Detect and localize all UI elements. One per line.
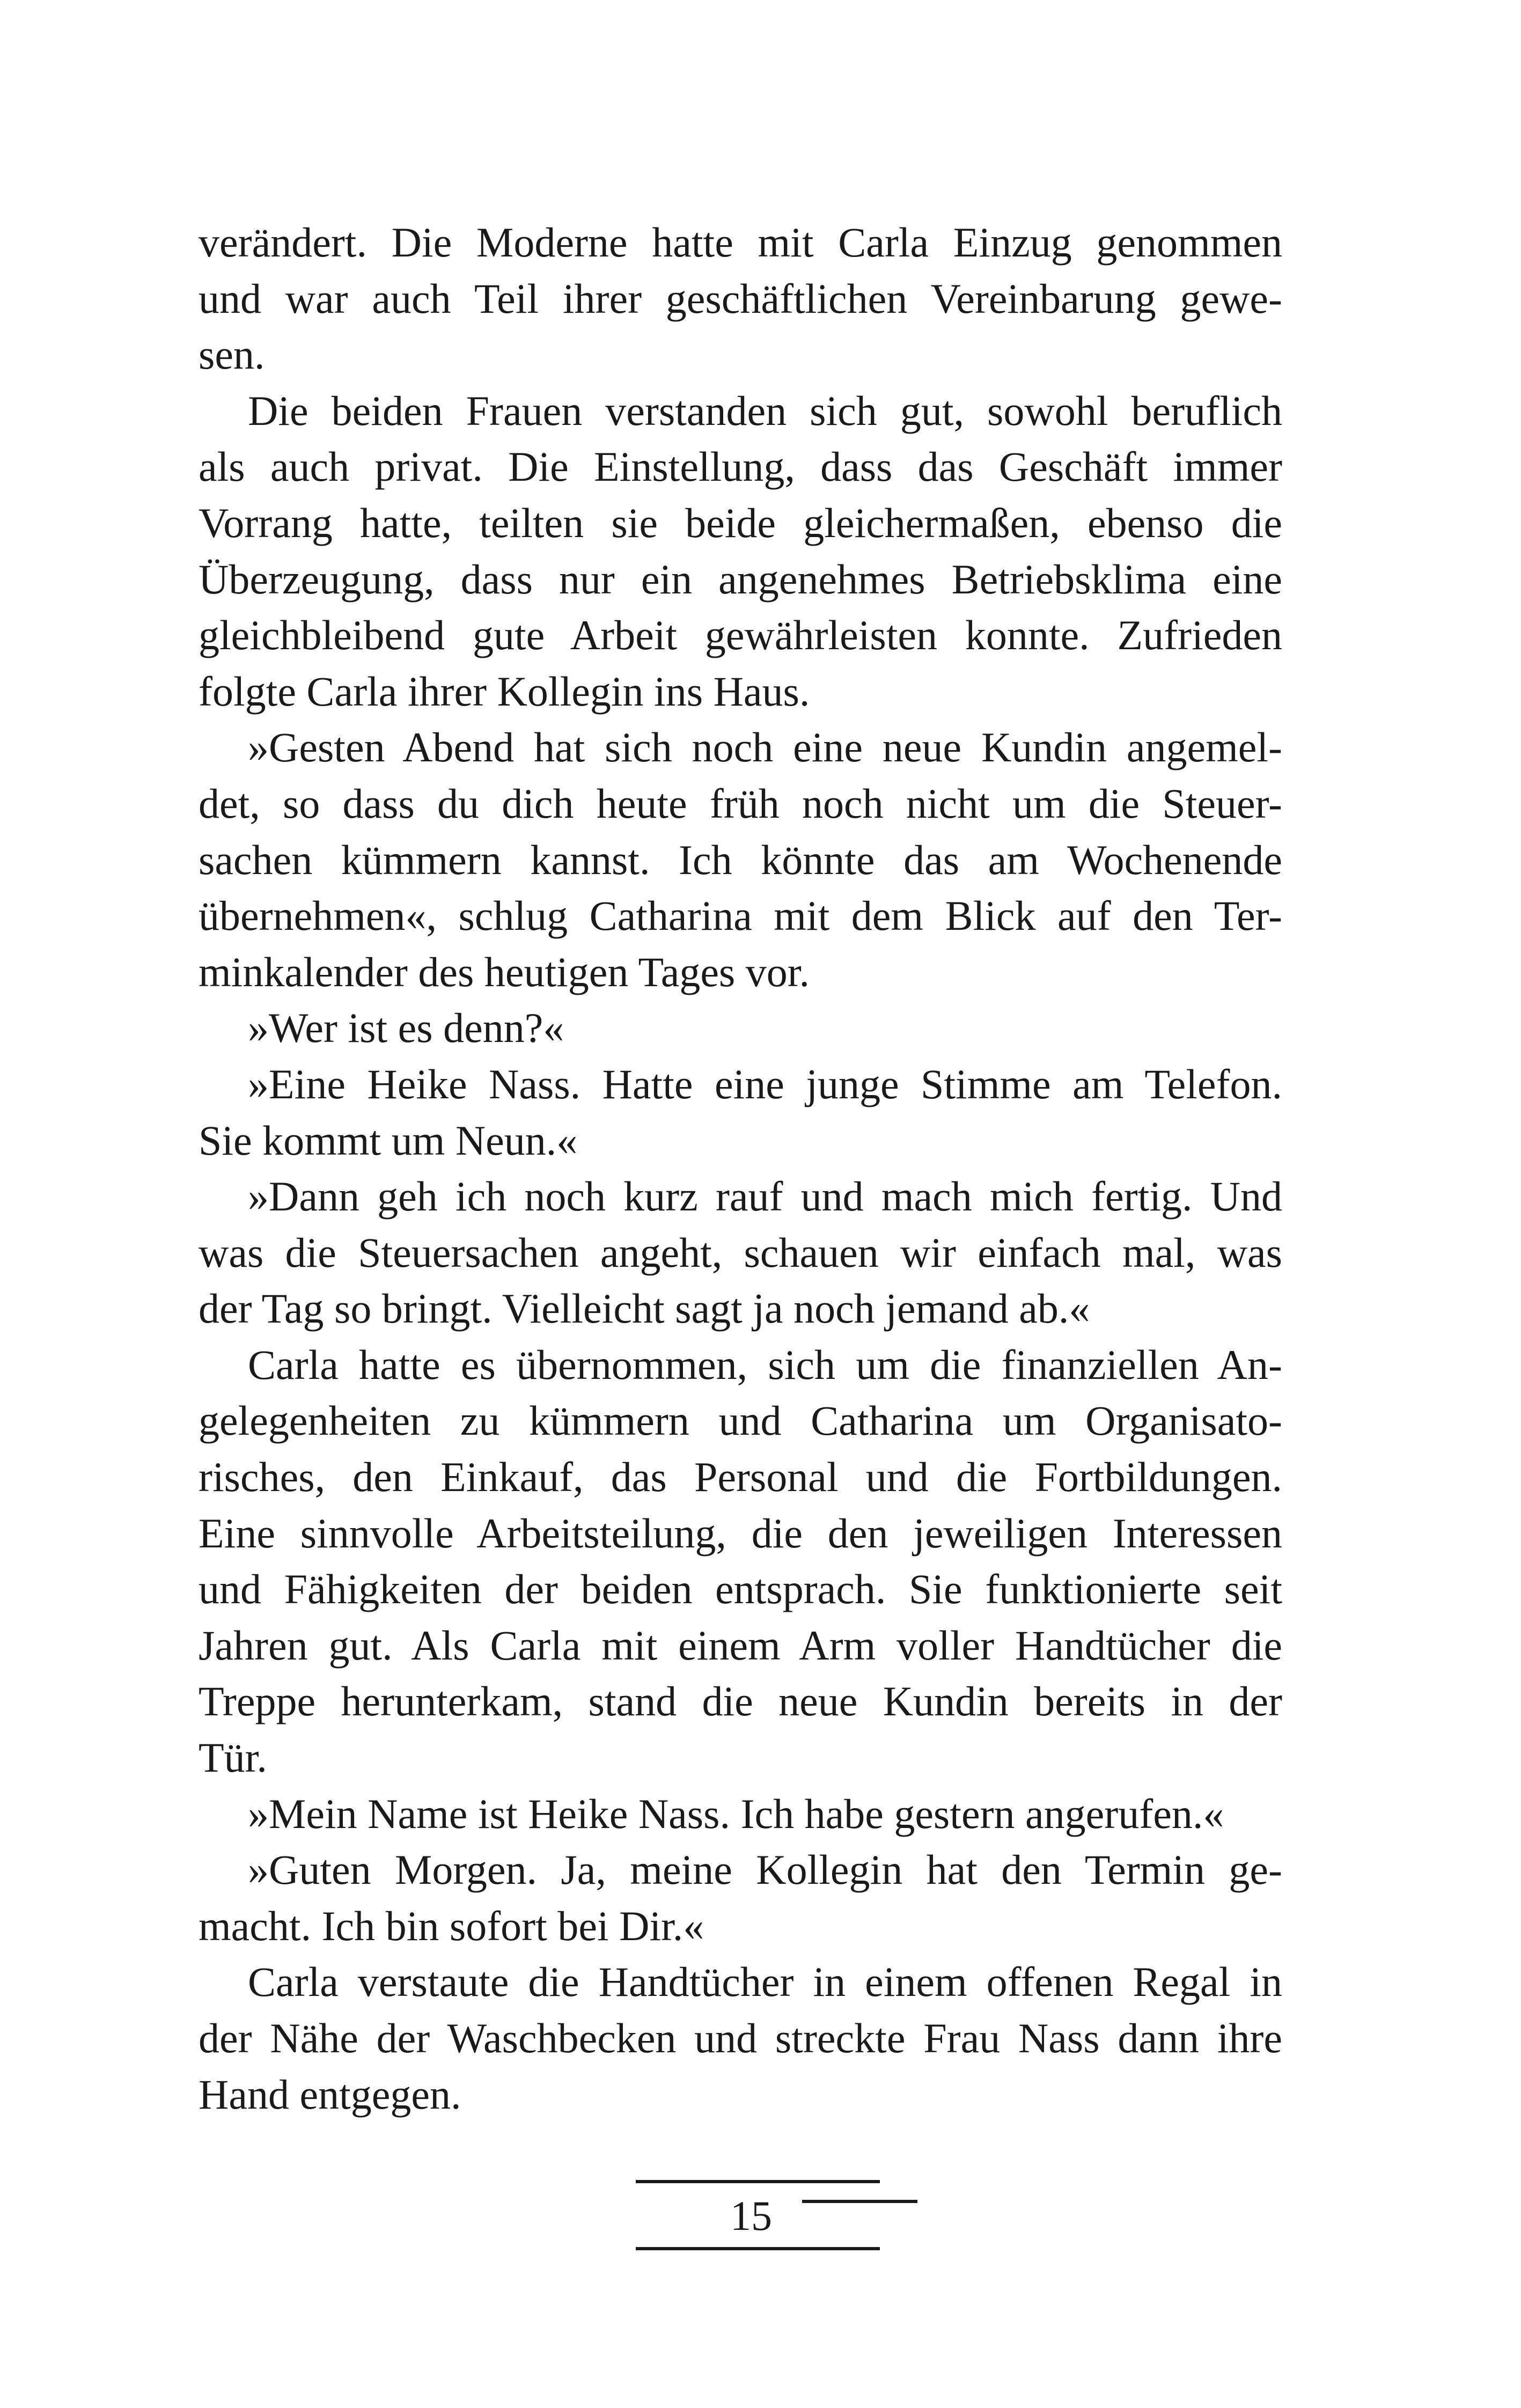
text-line: der Nähe der Waschbecken und streckte Frau Nass dann ihre	[199, 2015, 1282, 2061]
footer-rule-bottom	[636, 2247, 880, 2250]
text-line: Treppe herunterkam, stand die neue Kundin bereits in der	[199, 1678, 1282, 1725]
text-line: Carla hatte es übernommen, sich um die finanziellen An-	[248, 1341, 1282, 1388]
footer-rule-top	[636, 2180, 880, 2183]
text-line: verändert. Die Moderne hatte mit Carla Einzug genommen	[199, 219, 1282, 266]
text-line: »Eine Heike Nass. Hatte eine junge Stimme am Telefon.	[248, 1060, 1282, 1107]
text-line: minkalender des heutigen Tages vor.	[199, 948, 810, 995]
text-line: als auch privat. Die Einstellung, dass das Geschäft immer	[199, 443, 1282, 490]
text-line: der Tag so bringt. Vielleicht sagt ja noch jemand ab.«	[199, 1285, 1090, 1332]
text-line: Tür.	[199, 1734, 267, 1781]
text-line: gelegenheiten zu kümmern und Catharina um Organisato-	[199, 1397, 1282, 1444]
text-line: Hand entgegen.	[199, 2071, 461, 2118]
text-line: was die Steuersachen angeht, schauen wir einfach mal, was	[199, 1229, 1282, 1276]
text-line: »Guten Morgen. Ja, meine Kollegin hat den Termin ge-	[248, 1846, 1282, 1893]
text-line: folgte Carla ihrer Kollegin ins Haus.	[199, 667, 810, 715]
text-line: det, so dass du dich heute früh noch nicht um die Steuer-	[199, 780, 1282, 827]
text-line: sachen kümmern kannst. Ich könnte das am Wochenende	[199, 836, 1282, 883]
text-line: Überzeugung, dass nur ein angenehmes Betriebsklima eine	[199, 555, 1282, 603]
text-line: »Gesten Abend hat sich noch eine neue Kundin angemel-	[248, 724, 1282, 771]
text-line: Eine sinnvolle Arbeitsteilung, die den jeweiligen Interessen	[199, 1509, 1282, 1557]
text-line: »Mein Name ist Heike Nass. Ich habe gestern angerufen.«	[248, 1790, 1224, 1837]
text-line: Vorrang hatte, teilten sie beide gleichermaßen, ebenso die	[199, 499, 1282, 546]
text-line: »Dann geh ich noch kurz rauf und mach mich fertig. Und	[248, 1173, 1282, 1220]
text-line: risches, den Einkauf, das Personal und die Fortbildungen.	[199, 1453, 1282, 1501]
text-line: »Wer ist es denn?«	[248, 1004, 564, 1052]
text-line: macht. Ich bin sofort bei Dir.«	[199, 1902, 704, 1949]
text-line: und war auch Teil ihrer geschäftlichen Vereinbarung gewe-	[199, 275, 1282, 322]
text-line: übernehmen«, schlug Catharina mit dem Blick auf den Ter-	[199, 892, 1282, 939]
page-number: 15	[730, 2192, 772, 2239]
text-line: und Fähigkeiten der beiden entsprach. Sie funktionierte seit	[199, 1566, 1282, 1613]
text-line: Sie kommt um Neun.«	[199, 1117, 578, 1164]
text-line: Die beiden Frauen verstanden sich gut, sowohl beruflich	[248, 387, 1282, 434]
footer-rule-right	[802, 2200, 917, 2203]
body-text	[199, 215, 1282, 2123]
text-line: Carla verstaute die Handtücher in einem offenen Regal in	[248, 1958, 1282, 2006]
text-line: sen.	[199, 331, 265, 378]
text-line: Jahren gut. Als Carla mit einem Arm voller Handtücher die	[199, 1621, 1282, 1669]
text-line: gleichbleibend gute Arbeit gewährleisten konnte. Zufrieden	[199, 612, 1282, 659]
